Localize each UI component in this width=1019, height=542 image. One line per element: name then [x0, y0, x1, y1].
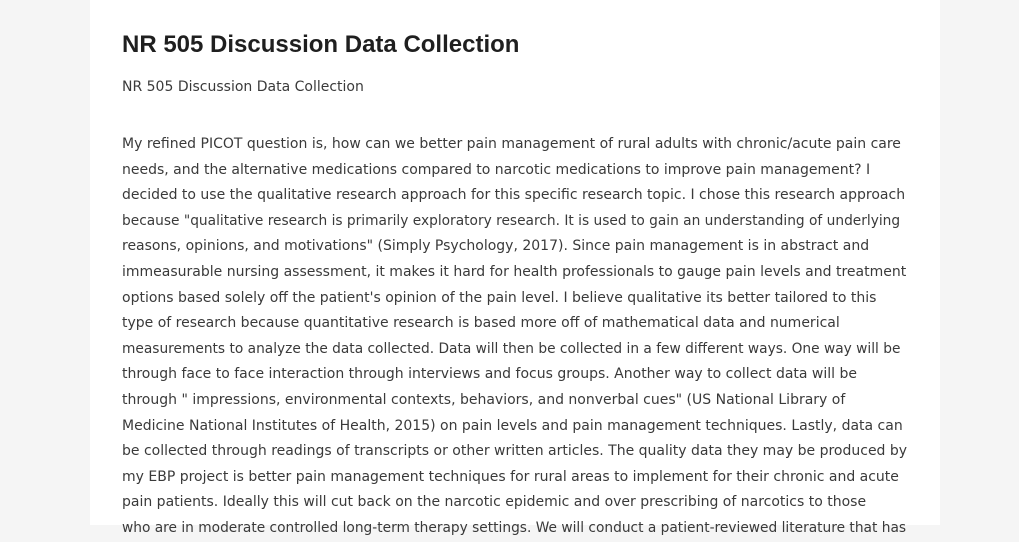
body-line: needs, and the alternative medications compared to narcotic medications to improve pain management? I	[122, 161, 871, 178]
body-line: through " impressions, environmental contexts, behaviors, and nonverbal cues" (US National Library of	[122, 391, 846, 408]
body-line: immeasurable nursing assessment, it makes it hard for health professionals to gauge pain levels and treatment	[122, 263, 907, 280]
article-subtitle: NR 505 Discussion Data Collection	[122, 79, 364, 95]
body-line: reasons, opinions, and motivations" (Simply Psychology, 2017). Since pain management is in abstract and	[122, 238, 870, 255]
body-line: Medicine National Institutes of Health, 2015) on pain levels and pain management techniques. Lastly, data can	[122, 417, 903, 434]
body-line: through face to face interaction through interviews and focus groups. Another way to collect data will be	[122, 366, 857, 383]
article-title: NR 505 Discussion Data Collection	[122, 31, 520, 58]
body-line: type of research because quantitative research is based more off of mathematical data and numerical	[122, 315, 840, 332]
body-line: my EBP project is better pain management techniques for rural areas to implement for their chronic and acute	[122, 468, 899, 485]
body-line: decided to use the qualitative research approach for this specific research topic. I chose this research approach	[122, 187, 906, 204]
body-line: who are in moderate controlled long-term therapy settings. We will conduct a patient-reviewed literature that has	[122, 519, 907, 536]
body-line: options based solely off the patient's opinion of the pain level. I believe qualitative its better tailored to this	[122, 289, 877, 306]
article-body	[122, 132, 912, 542]
body-line: measurements to analyze the data collected. Data will then be collected in a few different ways. One way will be	[122, 340, 901, 357]
body-line: be collected through readings of transcripts or other written articles. The quality data they may be produced by	[122, 443, 908, 460]
body-line: My refined PICOT question is, how can we better pain management of rural adults with chronic/acute pain care	[122, 136, 901, 152]
body-line: pain patients. Ideally this will cut back on the narcotic epidemic and over prescribing of narcotics to those	[122, 494, 867, 511]
body-line: because "qualitative research is primarily exploratory research. It is used to gain an understanding of underlying	[122, 212, 901, 229]
article-page	[90, 0, 940, 536]
